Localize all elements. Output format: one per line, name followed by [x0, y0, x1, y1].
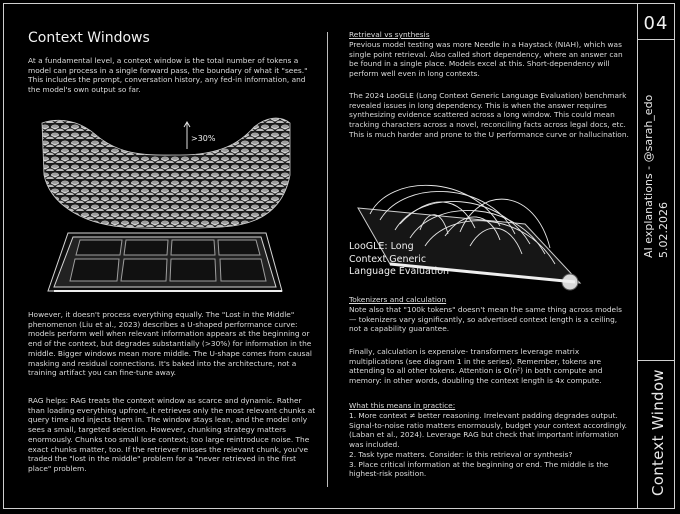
caption-line-3: Language Evaluation: [349, 266, 450, 277]
caption-line-1: LooGLE: Long: [349, 241, 414, 252]
page-title: Context Windows: [28, 30, 150, 46]
rag-paragraph: RAG helps: RAG treats the context window as scarce and dynamic. Rather than loading everything upfront, it retrieves only the most relevant chunks at query time and injects them in. The window stays lean, and the model only sees a small, targeted selection. However, chunking strategy matters enormously. Chunks too small lose context; too large reintroduce noise. The exact chunks matter, too. If the retriever misses the relevant chunk, you've traded the "lost in the middle" problem for a "never retrieved in the first place" problem.: [28, 396, 316, 473]
intro-paragraph: At a fundamental level, a context window is the total number of tokens a model can process in a single forward pass, the boundary of what it "sees." This includes the prompt, conversation history, any fed-in information, and the model's own output so far.: [28, 56, 308, 95]
loogle-caption: [349, 241, 449, 279]
retrieval-paragraph: Previous model testing was more Needle in a Haystack (NIAH), which was single point retrieval. Also called short dependency, where an answer can be found in a single place. Models excel at this. Short-dependency will perform well even in long contexts.: [349, 40, 623, 79]
caption-line-2: Context Generic: [349, 253, 427, 265]
date-label: 5.02.2026: [657, 202, 670, 258]
side-title: Context Window: [649, 369, 667, 496]
degradation-label: >30%: [191, 134, 216, 143]
page-number: 04: [643, 13, 669, 34]
retrieval-heading: Retrieval vs synthesis: [349, 30, 430, 39]
lost-in-middle-paragraph: However, it doesn't process everything equally. The "Lost in the Middle" phenomenon (Liu et al., 2023) describes a U-shaped performance curve: models perform well when relevant information appears at the beginning or end of the context, but degrades substantially (>30%) for information in the middle. Bigger windows mean more middle. The U-shape comes from causal masking and residual connections. It's baked into the architecture, not a training artifact you can fine-tune away.: [28, 310, 312, 378]
column-divider: [327, 32, 328, 487]
loogle-paragraph: The 2024 LooGLE (Long Context Generic Language Evaluation) benchmark revealed issues in long dependency. This is when the answer requires synthesizing evidence scattered across a long window. This could mean tracking characters across a novel, reconciling facts across legal docs, etc. This is much harder and prone to the U performance curve or hallucination.: [349, 91, 629, 139]
series-label: AI explanations - @sarah_edo: [642, 94, 655, 258]
practice-paragraph: 1. More context ≠ better reasoning. Irrelevant padding degrades output. Signal-to-noise ratio matters enormously, budget your context accordingly. (Laban et al., 2024). Leverage RAG but check that important information was included. 2. Task type matters. Consider: is this retrieval or synthesis? 3. Place critical information at the beginning or end. The middle is the highest-risk position.: [349, 411, 627, 479]
practice-heading: What this means in practice:: [349, 401, 456, 410]
u-curve-coins-illustration: [40, 115, 294, 295]
tokenizers-paragraph: Note also that "100k tokens" doesn't mean the same thing across models — tokenizers vary significantly, so advertised context length is a ceiling, not a capability guarantee.: [349, 305, 623, 334]
calculation-paragraph: Finally, calculation is expensive- transformers leverage matrix multiplications (see diagram 1 in the series). Remember, tokens are attending to all other tokens. Attention is O(n²) in both compute and memory: in other words, doubling the context length is 4x compute.: [349, 347, 603, 386]
tokenizers-heading: Tokenizers and calculation: [349, 295, 447, 304]
